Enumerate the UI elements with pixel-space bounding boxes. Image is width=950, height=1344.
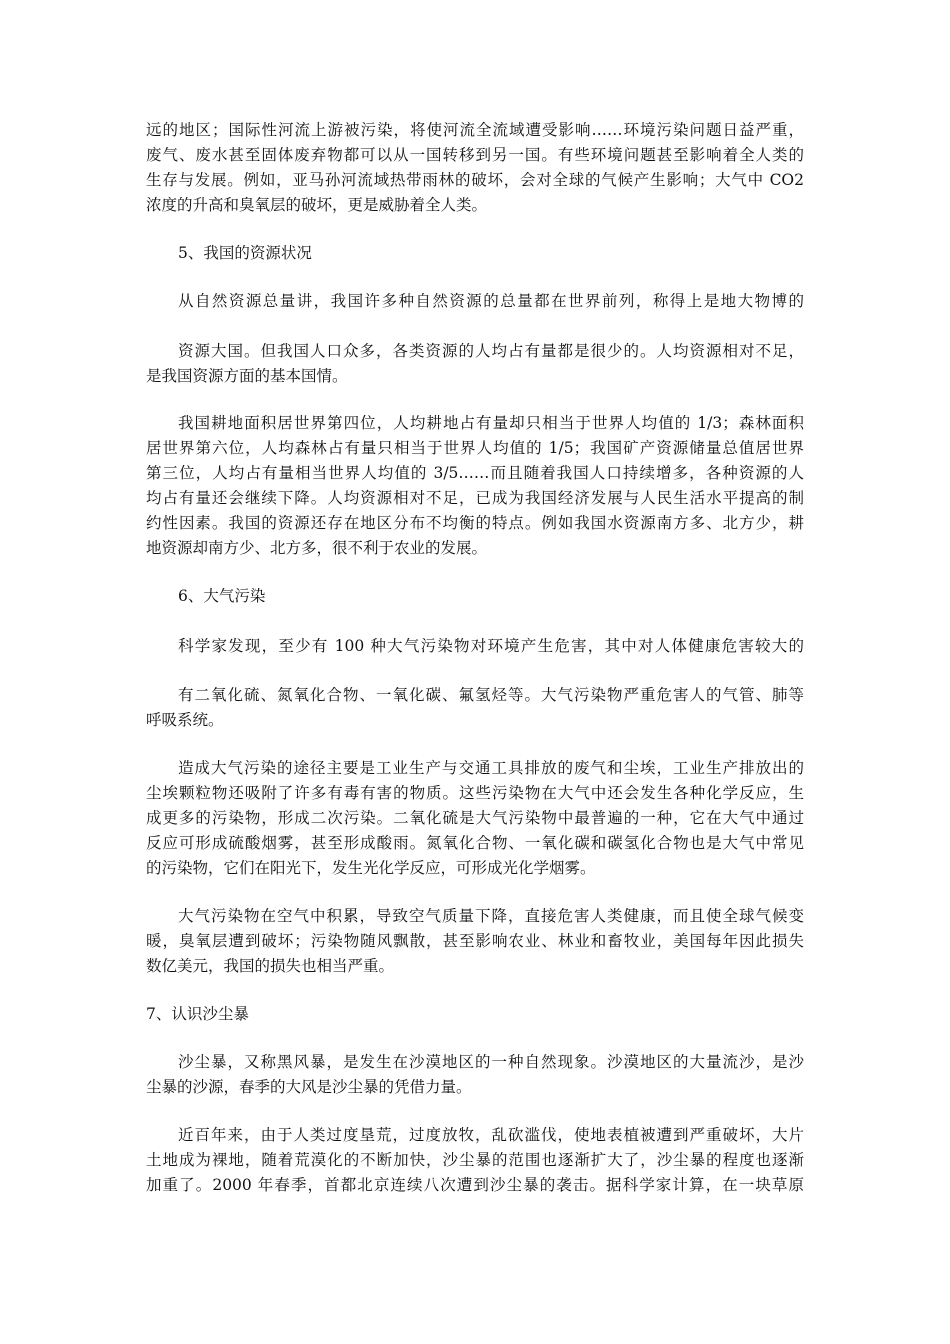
text-line: 成更多的污染物，形成二次污染。二氧化硫是大气污染物中最普遍的一种，它在大气中通过 <box>146 809 804 827</box>
text-line: 废气、废水甚至固体废弃物都可以从一国转移到另一国。有些环境问题甚至影响着全人类的 <box>146 146 804 164</box>
text-line: 约性因素。我国的资源还存在地区分布不均衡的特点。例如我国水资源南方多、北方少，耕 <box>146 514 804 532</box>
text-line: 数亿美元，我国的损失也相当严重。 <box>146 957 395 975</box>
text-line: 有二氧化硫、氮氧化合物、一氧化碳、氟氢烃等。大气污染物严重危害人的气管、肺等 <box>178 686 804 704</box>
text-line: 科学家发现，至少有 100 种大气污染物对环境产生危害，其中对人体健康危害较大的 <box>178 637 804 655</box>
text-line: 远的地区；国际性河流上游被污染，将使河流全流域遭受影响……环境污染问题日益严重， <box>146 121 804 139</box>
section-heading-7: 7、认识沙尘暴 <box>146 1005 249 1023</box>
text-line: 的污染物，它们在阳光下，发生光化学反应，可形成光化学烟雾。 <box>146 859 596 877</box>
text-line: 是我国资源方面的基本国情。 <box>146 367 348 385</box>
text-line: 居世界第六位，人均森林占有量只相当于世界人均值的 1/5；我国矿产资源储量总值居世界 <box>146 439 804 457</box>
text-line: 从自然资源总量讲，我国许多种自然资源的总量都在世界前列，称得上是地大物博的 <box>178 292 804 310</box>
text-line: 暖，臭氧层遭到破坏；污染物随风飘散，甚至影响农业、林业和畜牧业，美国每年因此损失 <box>146 932 804 950</box>
text-line: 反应可形成硫酸烟雾，甚至形成酸雨。氮氧化合物、一氧化碳和碳氢化合物也是大气中常见 <box>146 834 804 852</box>
section-heading-5: 5、我国的资源状况 <box>178 244 312 262</box>
section-heading-6: 6、大气污染 <box>178 587 266 605</box>
text-line: 我国耕地面积居世界第四位，人均耕地占有量却只相当于世界人均值的 1/3；森林面积 <box>178 414 804 432</box>
text-line: 尘暴的沙源，春季的大风是沙尘暴的凭借力量。 <box>146 1078 472 1096</box>
text-line: 生存与发展。例如，亚马孙河流域热带雨林的破坏，会对全球的气候产生影响；大气中 CO2 <box>146 171 804 189</box>
text-line: 加重了。2000 年春季，首都北京连续八次遭到沙尘暴的袭击。据科学家计算，在一块草原 <box>146 1176 804 1194</box>
text-line: 土地成为裸地，随着荒漠化的不断加快，沙尘暴的范围也逐渐扩大了，沙尘暴的程度也逐渐 <box>146 1151 804 1169</box>
text-line: 资源大国。但我国人口众多，各类资源的人均占有量都是很少的。人均资源相对不足， <box>178 342 804 360</box>
text-line: 造成大气污染的途径主要是工业生产与交通工具排放的废气和尘埃，工业生产排放出的 <box>178 759 804 777</box>
text-line: 尘埃颗粒物还吸附了许多有毒有害的物质。这些污染物在大气中还会发生各种化学反应，生 <box>146 784 804 802</box>
text-line: 浓度的升高和臭氧层的破坏，更是威胁着全人类。 <box>146 196 488 214</box>
text-line: 大气污染物在空气中积累，导致空气质量下降，直接危害人类健康，而且使全球气候变 <box>178 907 804 925</box>
text-line: 第三位，人均占有量相当世界人均值的 3/5……而且随着我国人口持续增多，各种资源的人 <box>146 464 804 482</box>
text-line: 沙尘暴，又称黑风暴，是发生在沙漠地区的一种自然现象。沙漠地区的大量流沙，是沙 <box>178 1053 804 1071</box>
text-line: 呼吸系统。 <box>146 711 224 729</box>
text-line: 近百年来，由于人类过度垦荒，过度放牧，乱砍滥伐，使地表植被遭到严重破坏，大片 <box>178 1126 804 1144</box>
text-line: 地资源却南方少、北方多，很不利于农业的发展。 <box>146 539 488 557</box>
text-line: 均占有量还会继续下降。人均资源相对不足，已成为我国经济发展与人民生活水平提高的制 <box>146 489 804 507</box>
